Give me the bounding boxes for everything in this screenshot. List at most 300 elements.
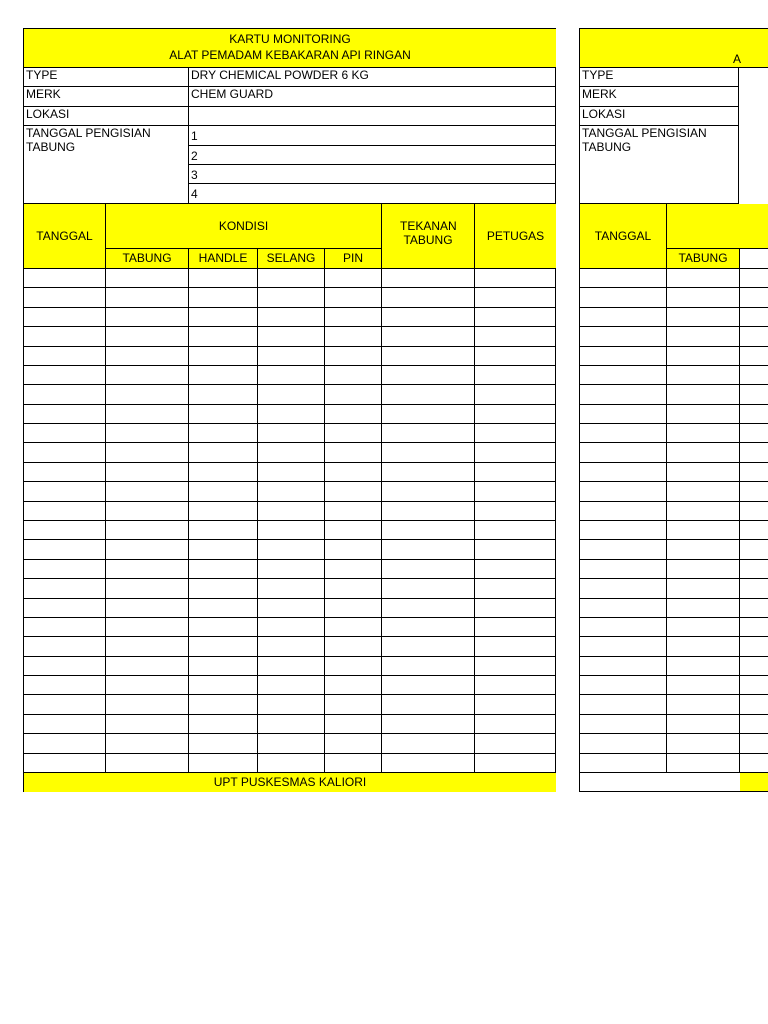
refill-number-1[interactable]: 1 <box>189 126 556 146</box>
table-cell[interactable] <box>475 695 556 714</box>
table-cell[interactable] <box>325 715 382 734</box>
card-2-table-cell[interactable] <box>667 560 740 579</box>
table-cell[interactable] <box>189 347 258 366</box>
table-cell[interactable] <box>24 657 106 676</box>
card-2-table-cell[interactable] <box>740 463 768 482</box>
table-cell[interactable] <box>475 443 556 462</box>
table-cell[interactable] <box>106 502 189 521</box>
table-cell[interactable] <box>106 540 189 559</box>
table-cell[interactable] <box>24 366 106 385</box>
card-2-table-cell[interactable] <box>580 502 667 521</box>
card-2-table-cell[interactable] <box>667 443 740 462</box>
table-cell[interactable] <box>382 676 475 695</box>
card-2-table-cell[interactable] <box>740 366 768 385</box>
table-cell[interactable] <box>475 618 556 637</box>
table-cell[interactable] <box>258 502 325 521</box>
card-2-table-cell[interactable] <box>667 521 740 540</box>
table-cell[interactable] <box>24 347 106 366</box>
card-2-table-cell[interactable] <box>740 754 768 773</box>
table-cell[interactable] <box>382 482 475 501</box>
table-cell[interactable] <box>325 347 382 366</box>
table-cell[interactable] <box>189 560 258 579</box>
table-cell[interactable] <box>325 482 382 501</box>
card-2-table-cell[interactable] <box>740 269 768 288</box>
table-cell[interactable] <box>382 405 475 424</box>
table-cell[interactable] <box>189 405 258 424</box>
card-2-table-cell[interactable] <box>580 385 667 404</box>
card-2-table-cell[interactable] <box>740 618 768 637</box>
table-cell[interactable] <box>475 676 556 695</box>
table-cell[interactable] <box>189 424 258 443</box>
card-2-table-cell[interactable] <box>580 540 667 559</box>
card-2-table-cell[interactable] <box>580 366 667 385</box>
card-2-table-cell[interactable] <box>667 385 740 404</box>
table-cell[interactable] <box>106 385 189 404</box>
table-cell[interactable] <box>106 347 189 366</box>
table-cell[interactable] <box>24 502 106 521</box>
table-cell[interactable] <box>189 327 258 346</box>
card-2-table-cell[interactable] <box>667 657 740 676</box>
table-row <box>24 618 556 637</box>
table-cell[interactable] <box>325 443 382 462</box>
table-cell[interactable] <box>106 695 189 714</box>
merk-label: MERK <box>24 87 189 107</box>
table-row <box>24 695 556 714</box>
table-cell[interactable] <box>258 405 325 424</box>
table-cell[interactable] <box>106 676 189 695</box>
card-2-table-cell[interactable] <box>580 599 667 618</box>
table-cell[interactable] <box>325 385 382 404</box>
card-2-table-cell[interactable] <box>580 463 667 482</box>
table-cell[interactable] <box>475 424 556 443</box>
card-2-table-cell[interactable] <box>740 715 768 734</box>
title-line-1: KARTU MONITORING <box>229 32 351 46</box>
card-2-table-cell[interactable] <box>667 599 740 618</box>
table-cell[interactable] <box>382 385 475 404</box>
card-2-table-cell[interactable] <box>667 540 740 559</box>
table-cell[interactable] <box>189 599 258 618</box>
table-cell[interactable] <box>325 560 382 579</box>
table-cell[interactable] <box>325 599 382 618</box>
card-2-table-cell[interactable] <box>580 269 667 288</box>
table-cell[interactable] <box>325 288 382 307</box>
card-2-table-cell[interactable] <box>667 715 740 734</box>
card-2-table-cell[interactable] <box>740 327 768 346</box>
table-cell[interactable] <box>382 540 475 559</box>
card-2-table-cell[interactable] <box>580 521 667 540</box>
card-2-table-cell[interactable] <box>740 308 768 327</box>
table-cell[interactable] <box>382 521 475 540</box>
table-cell[interactable] <box>382 463 475 482</box>
table-cell[interactable] <box>258 540 325 559</box>
card-2-table-row <box>580 463 768 482</box>
monitoring-card-2 <box>579 28 768 792</box>
card-2-table-cell[interactable] <box>667 502 740 521</box>
card-2-table-row <box>580 269 768 288</box>
table-cell[interactable] <box>189 463 258 482</box>
card-2-table-cell[interactable] <box>740 405 768 424</box>
table-cell[interactable] <box>189 637 258 656</box>
table-cell[interactable] <box>189 715 258 734</box>
card-2-table-cell[interactable] <box>740 502 768 521</box>
table-cell[interactable] <box>24 463 106 482</box>
table-cell[interactable] <box>258 424 325 443</box>
card-2-table-cell[interactable] <box>580 443 667 462</box>
card-footer: UPT PUSKESMAS KALIORI <box>24 773 556 792</box>
card-2-table-cell[interactable] <box>580 637 667 656</box>
table-cell[interactable] <box>106 618 189 637</box>
table-cell[interactable] <box>475 463 556 482</box>
table-cell[interactable] <box>325 637 382 656</box>
table-cell[interactable] <box>106 579 189 598</box>
card-2-table-cell[interactable] <box>580 754 667 773</box>
card-2-table-cell[interactable] <box>580 734 667 753</box>
table-cell[interactable] <box>475 599 556 618</box>
card-2-table-cell[interactable] <box>580 424 667 443</box>
table-cell[interactable] <box>24 618 106 637</box>
table-cell[interactable] <box>475 540 556 559</box>
card-2-table-cell[interactable] <box>667 754 740 773</box>
card-2-table-row <box>580 657 768 676</box>
table-cell[interactable] <box>189 366 258 385</box>
card-2-table-cell[interactable] <box>740 521 768 540</box>
card-2-table-cell[interactable] <box>667 424 740 443</box>
card-2-table-cell[interactable] <box>580 482 667 501</box>
header-selang: SELANG <box>258 249 325 269</box>
card-2-refill-label: TANGGAL PENGISIAN TABUNG <box>580 126 739 204</box>
card-2-table-cell[interactable] <box>740 695 768 714</box>
table-cell[interactable] <box>189 676 258 695</box>
card-2-table-row <box>580 754 768 773</box>
type-value[interactable]: DRY CHEMICAL POWDER 6 KG <box>189 68 556 87</box>
header-pin: PIN <box>325 249 382 269</box>
table-row <box>24 560 556 579</box>
table-cell[interactable] <box>382 327 475 346</box>
card-2-table-cell[interactable] <box>740 385 768 404</box>
table-cell[interactable] <box>189 443 258 462</box>
table-cell[interactable] <box>325 618 382 637</box>
card-2-table-cell[interactable] <box>667 405 740 424</box>
card-2-table-cell[interactable] <box>580 327 667 346</box>
table-cell[interactable] <box>189 695 258 714</box>
header-petugas: PETUGAS <box>475 204 556 269</box>
table-cell[interactable] <box>475 308 556 327</box>
card-2-table-cell[interactable] <box>667 695 740 714</box>
card-2-table-cell[interactable] <box>667 269 740 288</box>
table-cell[interactable] <box>258 618 325 637</box>
table-cell[interactable] <box>382 424 475 443</box>
table-cell[interactable] <box>24 695 106 714</box>
table-cell[interactable] <box>106 366 189 385</box>
table-cell[interactable] <box>258 521 325 540</box>
table-cell[interactable] <box>106 288 189 307</box>
card-2-table-cell[interactable] <box>580 676 667 695</box>
table-cell[interactable] <box>382 579 475 598</box>
card-2-table-cell[interactable] <box>580 657 667 676</box>
table-cell[interactable] <box>382 734 475 753</box>
table-cell[interactable] <box>189 269 258 288</box>
table-cell[interactable] <box>258 579 325 598</box>
table-cell[interactable] <box>475 521 556 540</box>
table-cell[interactable] <box>325 502 382 521</box>
table-cell[interactable] <box>325 754 382 773</box>
table-cell[interactable] <box>106 734 189 753</box>
card-2-table-cell[interactable] <box>740 599 768 618</box>
table-cell[interactable] <box>325 405 382 424</box>
table-cell[interactable] <box>189 521 258 540</box>
card-2-table-cell[interactable] <box>667 579 740 598</box>
table-cell[interactable] <box>325 327 382 346</box>
table-cell[interactable] <box>475 347 556 366</box>
table-cell[interactable] <box>189 618 258 637</box>
table-cell[interactable] <box>24 424 106 443</box>
card-2-table-cell[interactable] <box>580 579 667 598</box>
table-cell[interactable] <box>382 502 475 521</box>
table-cell[interactable] <box>189 657 258 676</box>
table-cell[interactable] <box>258 695 325 714</box>
table-cell[interactable] <box>106 482 189 501</box>
table-cell[interactable] <box>24 308 106 327</box>
table-cell[interactable] <box>475 385 556 404</box>
table-cell[interactable] <box>189 385 258 404</box>
table-cell[interactable] <box>24 521 106 540</box>
table-cell[interactable] <box>258 327 325 346</box>
table-cell[interactable] <box>258 366 325 385</box>
table-cell[interactable] <box>382 599 475 618</box>
card-2-table-row <box>580 366 768 385</box>
card-2-table-cell[interactable] <box>580 560 667 579</box>
refill-number-2[interactable]: 2 <box>189 146 556 165</box>
card-2-table-cell[interactable] <box>740 424 768 443</box>
card-2-table-cell[interactable] <box>667 482 740 501</box>
table-cell[interactable] <box>382 347 475 366</box>
monitoring-card <box>23 28 556 792</box>
table-cell[interactable] <box>24 715 106 734</box>
card-2-table-cell[interactable] <box>667 366 740 385</box>
table-cell[interactable] <box>475 734 556 753</box>
card-2-table-row <box>580 618 768 637</box>
table-cell[interactable] <box>258 482 325 501</box>
table-cell[interactable] <box>24 754 106 773</box>
table-cell[interactable] <box>382 637 475 656</box>
table-cell[interactable] <box>24 676 106 695</box>
table-cell[interactable] <box>258 734 325 753</box>
table-cell[interactable] <box>258 288 325 307</box>
card-2-table-cell[interactable] <box>740 676 768 695</box>
table-cell[interactable] <box>325 308 382 327</box>
card-2-table-cell[interactable] <box>740 734 768 753</box>
table-cell[interactable] <box>258 715 325 734</box>
table-cell[interactable] <box>258 754 325 773</box>
table-cell[interactable] <box>106 560 189 579</box>
card-2-table-cell[interactable] <box>667 637 740 656</box>
table-cell[interactable] <box>258 637 325 656</box>
card-2-table-cell[interactable] <box>740 443 768 462</box>
table-cell[interactable] <box>24 560 106 579</box>
table-cell[interactable] <box>382 443 475 462</box>
lokasi-value[interactable] <box>189 107 556 126</box>
card-2-table-cell[interactable] <box>580 715 667 734</box>
table-cell[interactable] <box>106 308 189 327</box>
card-2-table-cell[interactable] <box>667 463 740 482</box>
table-cell[interactable] <box>24 327 106 346</box>
table-cell[interactable] <box>475 269 556 288</box>
merk-value[interactable]: CHEM GUARD <box>189 87 556 107</box>
table-cell[interactable] <box>106 657 189 676</box>
table-cell[interactable] <box>189 482 258 501</box>
table-cell[interactable] <box>475 715 556 734</box>
card-2-table-cell[interactable] <box>580 308 667 327</box>
table-cell[interactable] <box>258 385 325 404</box>
card-2-table-cell[interactable] <box>667 288 740 307</box>
table-cell[interactable] <box>382 269 475 288</box>
card-title <box>24 29 556 68</box>
table-cell[interactable] <box>475 637 556 656</box>
table-cell[interactable] <box>475 579 556 598</box>
table-cell[interactable] <box>189 502 258 521</box>
table-cell[interactable] <box>189 540 258 559</box>
table-cell[interactable] <box>106 405 189 424</box>
card-2-table-cell[interactable] <box>667 734 740 753</box>
table-cell[interactable] <box>258 676 325 695</box>
table-cell[interactable] <box>382 366 475 385</box>
table-cell[interactable] <box>258 463 325 482</box>
table-cell[interactable] <box>475 288 556 307</box>
card-2-table-cell[interactable] <box>740 540 768 559</box>
table-cell[interactable] <box>325 579 382 598</box>
table-cell[interactable] <box>475 560 556 579</box>
card-2-table-cell[interactable] <box>740 579 768 598</box>
header-tanggal: TANGGAL <box>24 204 106 269</box>
table-cell[interactable] <box>325 366 382 385</box>
table-row <box>24 288 556 307</box>
table-cell[interactable] <box>24 269 106 288</box>
table-cell[interactable] <box>189 288 258 307</box>
card-2-table-cell[interactable] <box>740 637 768 656</box>
card-2-header-tanggal: TANGGAL <box>580 204 667 269</box>
table-cell[interactable] <box>475 405 556 424</box>
table-cell[interactable] <box>325 657 382 676</box>
table-cell[interactable] <box>24 482 106 501</box>
table-cell[interactable] <box>24 579 106 598</box>
type-label: TYPE <box>24 68 189 87</box>
table-cell[interactable] <box>106 521 189 540</box>
table-cell[interactable] <box>382 695 475 714</box>
header-tekanan: TEKANAN TABUNG <box>382 204 475 269</box>
card-2-table-cell[interactable] <box>667 308 740 327</box>
card-2-table-cell[interactable] <box>667 676 740 695</box>
card-2-table-cell[interactable] <box>667 327 740 346</box>
table-cell[interactable] <box>382 308 475 327</box>
table-cell[interactable] <box>106 715 189 734</box>
table-cell[interactable] <box>475 502 556 521</box>
table-cell[interactable] <box>382 560 475 579</box>
card-2-table-cell[interactable] <box>740 347 768 366</box>
table-cell[interactable] <box>258 308 325 327</box>
card-2-table-row <box>580 599 768 618</box>
table-cell[interactable] <box>475 482 556 501</box>
table-cell[interactable] <box>24 599 106 618</box>
table-row <box>24 540 556 559</box>
table-cell[interactable] <box>189 308 258 327</box>
table-cell[interactable] <box>106 754 189 773</box>
table-cell[interactable] <box>106 463 189 482</box>
card-2-table-cell[interactable] <box>580 288 667 307</box>
table-cell[interactable] <box>24 288 106 307</box>
card-2-table-row <box>580 695 768 714</box>
table-cell[interactable] <box>475 327 556 346</box>
card-2-table-cell[interactable] <box>740 288 768 307</box>
table-cell[interactable] <box>475 366 556 385</box>
card-2-table-row <box>580 734 768 753</box>
card-2-table-cell[interactable] <box>740 657 768 676</box>
table-cell[interactable] <box>106 443 189 462</box>
table-cell[interactable] <box>325 676 382 695</box>
card-2-table-cell[interactable] <box>580 347 667 366</box>
table-cell[interactable] <box>258 657 325 676</box>
card-2-table-cell[interactable] <box>740 482 768 501</box>
table-cell[interactable] <box>258 599 325 618</box>
table-cell[interactable] <box>382 715 475 734</box>
table-cell[interactable] <box>325 269 382 288</box>
refill-number-3[interactable]: 3 <box>189 165 556 184</box>
card-2-table-cell[interactable] <box>740 560 768 579</box>
table-cell[interactable] <box>325 734 382 753</box>
table-cell[interactable] <box>106 637 189 656</box>
card-2-header-tabung: TABUNG <box>667 249 740 269</box>
table-cell[interactable] <box>258 347 325 366</box>
table-cell[interactable] <box>475 754 556 773</box>
table-cell[interactable] <box>24 637 106 656</box>
table-cell[interactable] <box>24 734 106 753</box>
card-2-table-cell[interactable] <box>667 618 740 637</box>
table-cell[interactable] <box>24 443 106 462</box>
table-cell[interactable] <box>189 734 258 753</box>
table-cell[interactable] <box>475 657 556 676</box>
table-cell[interactable] <box>382 288 475 307</box>
card-2-table-cell[interactable] <box>580 695 667 714</box>
table-cell[interactable] <box>382 618 475 637</box>
card-2-table-cell[interactable] <box>667 347 740 366</box>
card-2-type-label: TYPE <box>580 68 739 87</box>
table-cell[interactable] <box>106 599 189 618</box>
table-cell[interactable] <box>258 560 325 579</box>
table-cell[interactable] <box>189 754 258 773</box>
table-cell[interactable] <box>106 327 189 346</box>
card-2-footer <box>580 773 768 792</box>
card-2-table-cell[interactable] <box>580 618 667 637</box>
table-cell[interactable] <box>325 424 382 443</box>
table-cell[interactable] <box>325 521 382 540</box>
table-cell[interactable] <box>24 405 106 424</box>
table-cell[interactable] <box>24 385 106 404</box>
table-cell[interactable] <box>382 754 475 773</box>
table-cell[interactable] <box>106 424 189 443</box>
table-cell[interactable] <box>382 657 475 676</box>
table-cell[interactable] <box>106 269 189 288</box>
table-cell[interactable] <box>24 540 106 559</box>
table-cell[interactable] <box>325 695 382 714</box>
table-cell[interactable] <box>189 579 258 598</box>
card-2-table-row <box>580 424 768 443</box>
table-cell[interactable] <box>258 443 325 462</box>
refill-number-4[interactable]: 4 <box>189 184 556 204</box>
card-2-table-row <box>580 308 768 327</box>
table-cell[interactable] <box>258 269 325 288</box>
card-2-table-cell[interactable] <box>580 405 667 424</box>
table-cell[interactable] <box>325 540 382 559</box>
table-cell[interactable] <box>325 463 382 482</box>
